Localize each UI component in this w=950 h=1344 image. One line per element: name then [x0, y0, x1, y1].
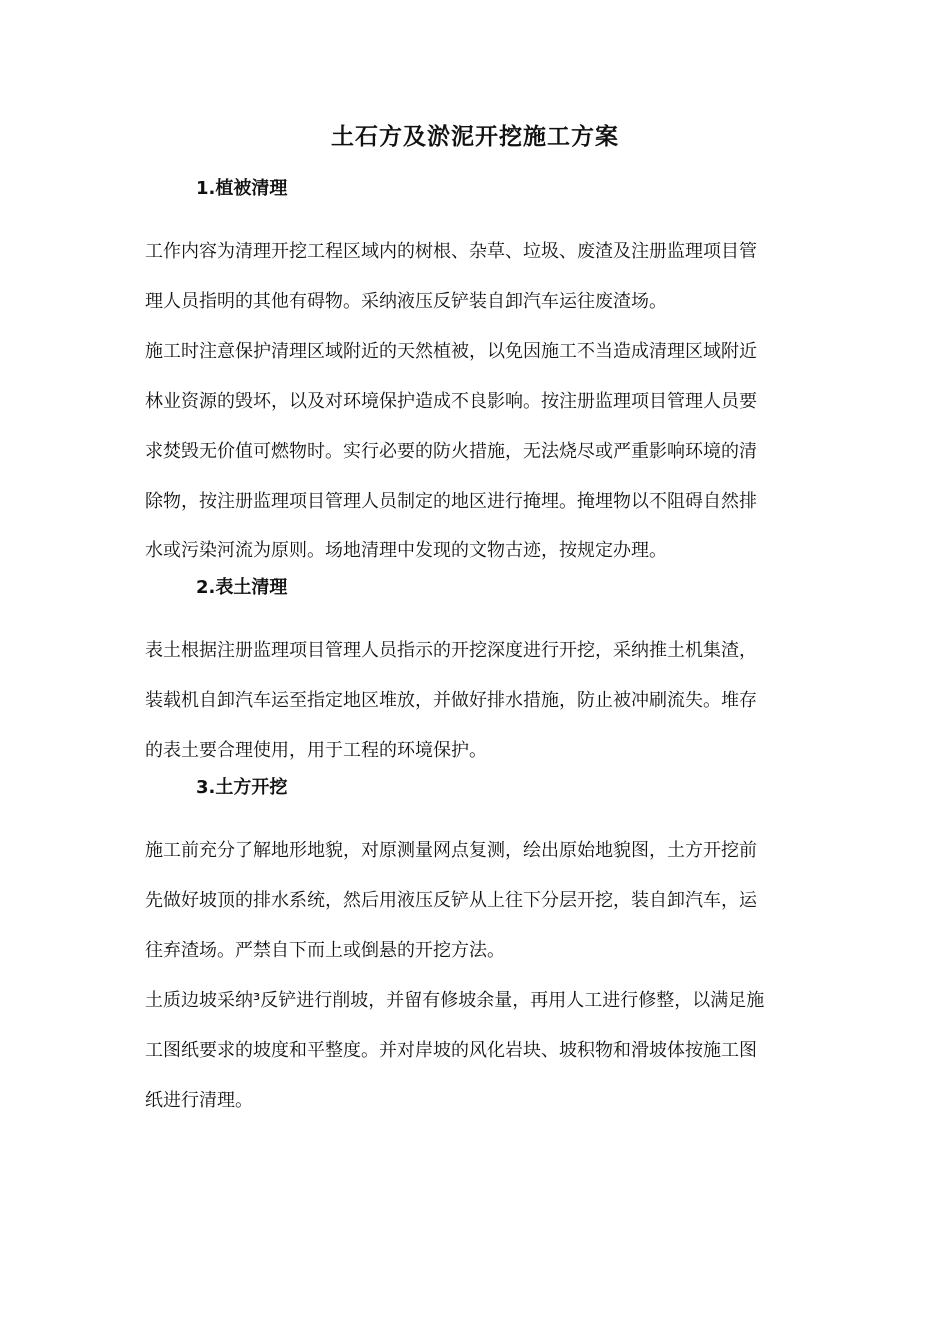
paragraph-line: 的表土要合理使用，用于工程的环境保护。 — [145, 740, 487, 761]
section-heading-earth-excavation: 3.土方开挖 — [196, 777, 288, 798]
paragraph-line: 施工前充分了解地形地貌，对原测量网点复测，绘出原始地貌图，土方开挖前 — [145, 840, 757, 861]
paragraph-line: 工作内容为清理开挖工程区域内的树根、杂草、垃圾、废渣及注册监理项目管 — [145, 241, 757, 262]
paragraph-line: 林业资源的毁坏，以及对环境保护造成不良影响。按注册监理项目管理人员要 — [145, 391, 757, 412]
paragraph-line: 纸进行清理。 — [145, 1090, 253, 1111]
section-heading-vegetation-clearing: 1.植被清理 — [196, 178, 288, 199]
section-heading-topsoil-clearing: 2.表土清理 — [196, 577, 288, 598]
paragraph-line: 土质边坡采纳³反铲进行削坡，并留有修坡余量，再用人工进行修整，以满足施 — [145, 990, 765, 1011]
paragraph-line: 理人员指明的其他有碍物。采纳液压反铲装自卸汽车运往废渣场。 — [145, 291, 667, 312]
paragraph-line: 表土根据注册监理项目管理人员指示的开挖深度进行开挖，采纳推土机集渣， — [145, 640, 757, 661]
paragraph-line: 先做好坡顶的排水系统，然后用液压反铲从上往下分层开挖，装自卸汽车，运 — [145, 890, 757, 911]
paragraph-line: 求焚毁无价值可燃物时。实行必要的防火措施，无法烧尽或严重影响环境的清 — [145, 441, 757, 462]
document-title: 土石方及淤泥开挖施工方案 — [331, 123, 619, 150]
paragraph-line: 装载机自卸汽车运至指定地区堆放，并做好排水措施，防止被冲刷流失。堆存 — [145, 690, 757, 711]
paragraph-line: 施工时注意保护清理区域附近的天然植被，以免因施工不当造成清理区域附近 — [145, 341, 757, 362]
paragraph-line: 水或污染河流为原则。场地清理中发现的文物古迹，按规定办理。 — [145, 540, 667, 561]
paragraph-line: 除物，按注册监理项目管理人员制定的地区进行掩埋。掩埋物以不阻碍自然排 — [145, 491, 757, 512]
paragraph-line: 往弃渣场。严禁自下而上或倒悬的开挖方法。 — [145, 940, 505, 961]
paragraph-line: 工图纸要求的坡度和平整度。并对岸坡的风化岩块、坡积物和滑坡体按施工图 — [145, 1040, 757, 1061]
